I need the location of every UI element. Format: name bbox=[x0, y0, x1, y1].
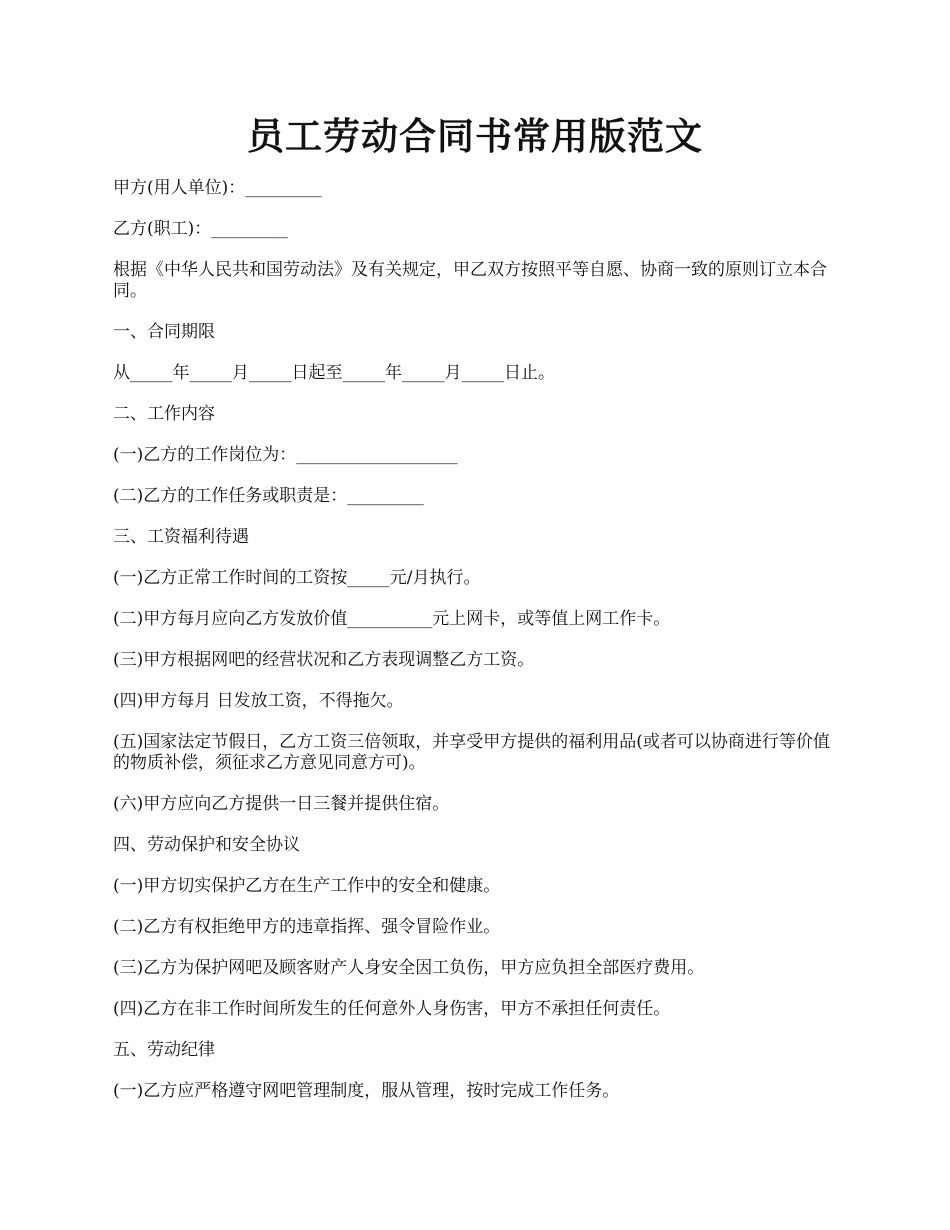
section-heading-discipline: 五、劳动纪律 bbox=[113, 1040, 215, 1060]
wages-clause-5: (五)国家法定节假日，乙方工资三倍领取，并享受甲方提供的福利用品(或者可以协商进行等价值的物质补偿，须征求乙方意见同意方可)。 bbox=[113, 732, 830, 773]
term-dates-line: 从_____年_____月_____日起至_____年_____月_____日止。 bbox=[113, 363, 555, 383]
section-heading-work: 二、工作内容 bbox=[113, 404, 215, 424]
document-body bbox=[113, 178, 843, 1122]
safety-clause-4: (四)乙方在非工作时间所发生的任何意外人身伤害，甲方不承担任何责任。 bbox=[113, 999, 671, 1019]
work-position-line: (一)乙方的工作岗位为：___________________ bbox=[113, 445, 458, 465]
document-title: 员工劳动合同书常用版范文 bbox=[247, 114, 703, 158]
section-heading-safety: 四、劳动保护和安全协议 bbox=[113, 835, 300, 855]
work-duties-line: (二)乙方的工作任务或职责是：_________ bbox=[113, 486, 424, 506]
wages-clause-6: (六)甲方应向乙方提供一日三餐并提供住宿。 bbox=[113, 794, 450, 814]
section-heading-term: 一、合同期限 bbox=[113, 322, 215, 342]
preamble-paragraph: 根据《中华人民共和国劳动法》及有关规定，甲乙双方按照平等自愿、协商一致的原则订立本合同。 bbox=[113, 260, 827, 301]
party-a-line: 甲方(用人单位)：_________ bbox=[113, 178, 322, 198]
discipline-clause-1: (一)乙方应严格遵守网吧管理制度，服从管理，按时完成工作任务。 bbox=[113, 1081, 620, 1101]
party-b-line: 乙方(职工)：_________ bbox=[113, 219, 288, 239]
wages-clause-3: (三)甲方根据网吧的经营状况和乙方表现调整乙方工资。 bbox=[113, 650, 535, 670]
section-heading-wages: 三、工资福利待遇 bbox=[113, 527, 249, 547]
wages-clause-4: (四)甲方每月 日发放工资，不得拖欠。 bbox=[113, 691, 404, 711]
wages-clause-1: (一)乙方正常工作时间的工资按_____元/月执行。 bbox=[113, 568, 481, 588]
safety-clause-1: (一)甲方切实保护乙方在生产工作中的安全和健康。 bbox=[113, 876, 501, 896]
safety-clause-2: (二)乙方有权拒绝甲方的违章指挥、强令冒险作业。 bbox=[113, 917, 501, 937]
safety-clause-3: (三)乙方为保护网吧及顾客财产人身安全因工负伤，甲方应负担全部医疗费用。 bbox=[113, 958, 705, 978]
wages-clause-2: (二)甲方每月应向乙方发放价值__________元上网卡，或等值上网工作卡。 bbox=[113, 609, 671, 629]
